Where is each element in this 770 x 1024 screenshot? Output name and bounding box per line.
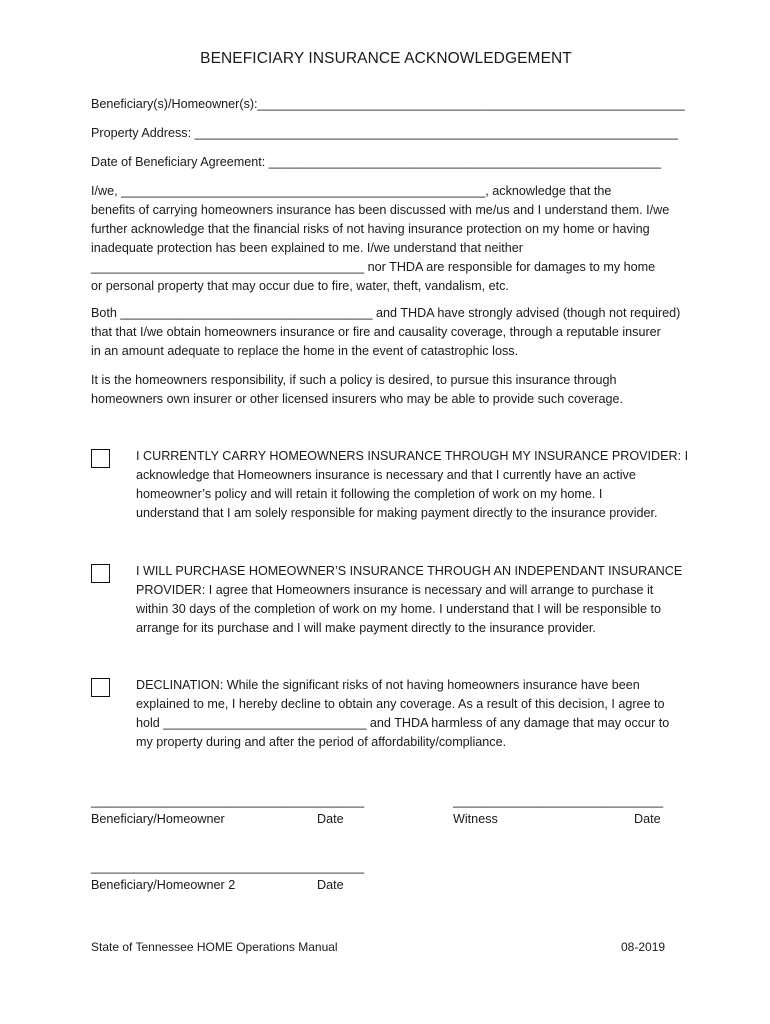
text-line: arrange for its purchase and I will make payment directly to the insurance provider. xyxy=(136,621,596,635)
option-text xyxy=(136,676,686,752)
text-line: that that I/we obtain homeowners insurance or fire and causality coverage, through a reputable insurer xyxy=(91,325,661,339)
text-line: homeowner’s policy and will retain it following the completion of work on my home. I xyxy=(136,487,603,501)
text-line: within 30 days of the completion of work on my home. I understand that I will be responsible to xyxy=(136,602,662,616)
text-line: benefits of carrying homeowners insurance has been discussed with me/us and I understand them. I/we xyxy=(91,203,670,217)
witness-label: Witness xyxy=(453,812,498,826)
text-line: my property during and after the period of affordability/compliance. xyxy=(136,735,507,749)
text-line: acknowledge that Homeowners insurance is necessary and that I currently have an active xyxy=(136,468,636,482)
beneficiary2-signature-line[interactable]: _______________________________________ xyxy=(91,860,365,874)
witness-date-label: Date xyxy=(634,812,661,826)
text-line: I CURRENTLY CARRY HOMEOWNERS INSURANCE THROUGH MY INSURANCE PROVIDER: I xyxy=(136,449,689,463)
text-line[interactable]: hold _____________________________ and THDA harmless of any damage that may occur to xyxy=(136,716,670,730)
text-line: understand that I am solely responsible for making payment directly to the insurance provider. xyxy=(136,506,658,520)
advisory-paragraph xyxy=(91,304,681,361)
beneficiary2-label: Beneficiary/Homeowner 2 xyxy=(91,878,236,892)
current-insurance-checkbox[interactable] xyxy=(91,449,110,468)
footer-left: State of Tennessee HOME Operations Manual xyxy=(91,940,338,954)
beneficiary-field[interactable]: Beneficiary(s)/Homeowner(s):_____________________________________________________________ xyxy=(91,97,685,111)
text-line: It is the homeowners responsibility, if such a policy is desired, to pursue this insurance through xyxy=(91,373,617,387)
responsibility-paragraph xyxy=(91,371,681,409)
acknowledgement-paragraph xyxy=(91,182,681,296)
text-line: DECLINATION: While the significant risks of not having homeowners insurance have been xyxy=(136,678,640,692)
option-text xyxy=(136,562,686,638)
beneficiary-signature-line[interactable]: _______________________________________ xyxy=(91,794,365,808)
agreement-date-field[interactable]: Date of Beneficiary Agreement: ________________________________________________________ xyxy=(91,155,662,169)
text-line[interactable]: I/we, ____________________________________________________, acknowledge that the xyxy=(91,184,612,198)
witness-signature-line[interactable]: ______________________________ xyxy=(453,794,664,808)
text-line[interactable]: Both ____________________________________ and THDA have strongly advised (though not required) xyxy=(91,306,681,320)
text-line: homeowners own insurer or other licensed insurers who may be able to provide such coverage. xyxy=(91,392,624,406)
date-label: Date xyxy=(317,812,344,826)
option-text xyxy=(136,447,689,523)
text-line[interactable]: _______________________________________ nor THDA are responsible for damages to my home xyxy=(91,260,656,274)
property-address-field[interactable]: Property Address: _____________________________________________________________________ xyxy=(91,126,678,140)
text-line: PROVIDER: I agree that Homeowners insurance is necessary and will arrange to purchase it xyxy=(136,583,654,597)
text-line: or personal property that may occur due to fire, water, theft, vandalism, etc. xyxy=(91,279,509,293)
footer-right: 08-2019 xyxy=(621,940,666,954)
beneficiary-label: Beneficiary/Homeowner xyxy=(91,812,225,826)
purchase-insurance-checkbox[interactable] xyxy=(91,564,110,583)
text-line: explained to me, I hereby decline to obtain any coverage. As a result of this decision, I agree to xyxy=(136,697,665,711)
text-line: further acknowledge that the financial risks of not having insurance protection on my home or having xyxy=(91,222,650,236)
text-line: I WILL PURCHASE HOMEOWNER’S INSURANCE THROUGH AN INDEPENDANT INSURANCE xyxy=(136,564,683,578)
declination-checkbox[interactable] xyxy=(91,678,110,697)
page-title: BENEFICIARY INSURANCE ACKNOWLEDGEMENT xyxy=(200,50,572,67)
text-line: in an amount adequate to replace the home in the event of catastrophic loss. xyxy=(91,344,519,358)
beneficiary2-date-label: Date xyxy=(317,878,344,892)
text-line: inadequate protection has been explained to me. I/we understand that neither xyxy=(91,241,523,255)
